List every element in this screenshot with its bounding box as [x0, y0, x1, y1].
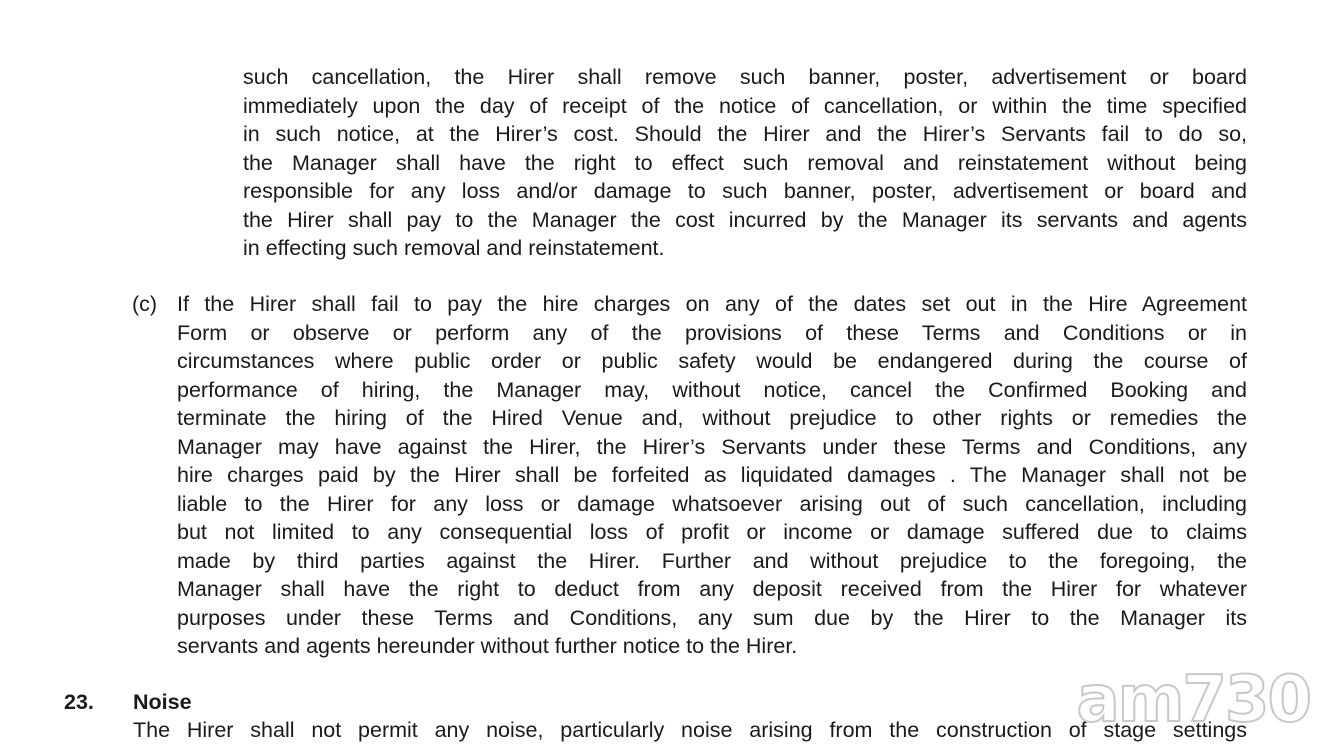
text-line: responsible for any loss and/or damage to such banner, poster, advertisement or board and	[243, 179, 1247, 203]
text-line: Manager shall have the right to deduct from any deposit received from the Hirer for whatever	[177, 577, 1247, 601]
text-line: Form or observe or perform any of the provisions of these Terms and Conditions or in	[177, 320, 1247, 345]
text-line: terminate the hiring of the Hired Venue and, without prejudice to other rights or remedies the	[177, 406, 1247, 430]
section-title: Noise	[133, 690, 192, 714]
text-line: performance of hiring, the Manager may, without notice, cancel the Confirmed Booking and	[177, 377, 1247, 402]
text-line: the Manager shall have the right to effect such removal and reinstatement without being	[243, 150, 1247, 175]
text-line: purposes under these Terms and Conditions, any sum due by the Hirer to the Manager its	[177, 605, 1247, 630]
text-line: servants and agents hereunder without further notice to the Hirer.	[177, 634, 798, 658]
text-line: immediately upon the day of receipt of the notice of cancellation, or within the time specified	[243, 93, 1247, 118]
text-line: such cancellation, the Hirer shall remove such banner, poster, advertisement or board	[243, 65, 1247, 89]
text-line: hire charges paid by the Hirer shall be forfeited as liquidated damages . The Manager shall not be	[177, 463, 1247, 487]
text-line: but not limited to any consequential loss of profit or income or damage suffered due to claims	[177, 520, 1247, 544]
watermark-text: am730	[1076, 663, 1310, 737]
text-line: in such notice, at the Hirer’s cost. Should the Hirer and the Hirer’s Servants fail to do so,	[243, 122, 1247, 146]
paragraph-c	[177, 290, 1247, 661]
watermark-logo	[1076, 663, 1310, 737]
text-line: the Hirer shall pay to the Manager the cost incurred by the Manager its servants and agents	[243, 207, 1247, 232]
text-line: The Hirer shall not permit any noise, particularly noise arising from the construction of stage settings	[133, 718, 1247, 742]
text-line: circumstances where public order or public safety would be endangered during the course of	[177, 349, 1247, 373]
text-line: in effecting such removal and reinstatement.	[243, 236, 665, 260]
text-line: made by third parties against the Hirer. Further and without prejudice to the foregoing, the	[177, 548, 1247, 573]
text-line: If the Hirer shall fail to pay the hire charges on any of the dates set out in the Hire Agreement	[177, 292, 1247, 316]
text-line: liable to the Hirer for any loss or damage whatsoever arising out of such cancellation, including	[177, 491, 1247, 516]
text-line: Manager may have against the Hirer, the Hirer’s Servants under these Terms and Conditions, any	[177, 434, 1247, 459]
section-number: 23.	[64, 690, 94, 714]
paragraph-b-continuation	[243, 63, 1247, 263]
paragraph-c-label: (c)	[132, 292, 158, 316]
cut-off-text-line	[133, 743, 1247, 750]
